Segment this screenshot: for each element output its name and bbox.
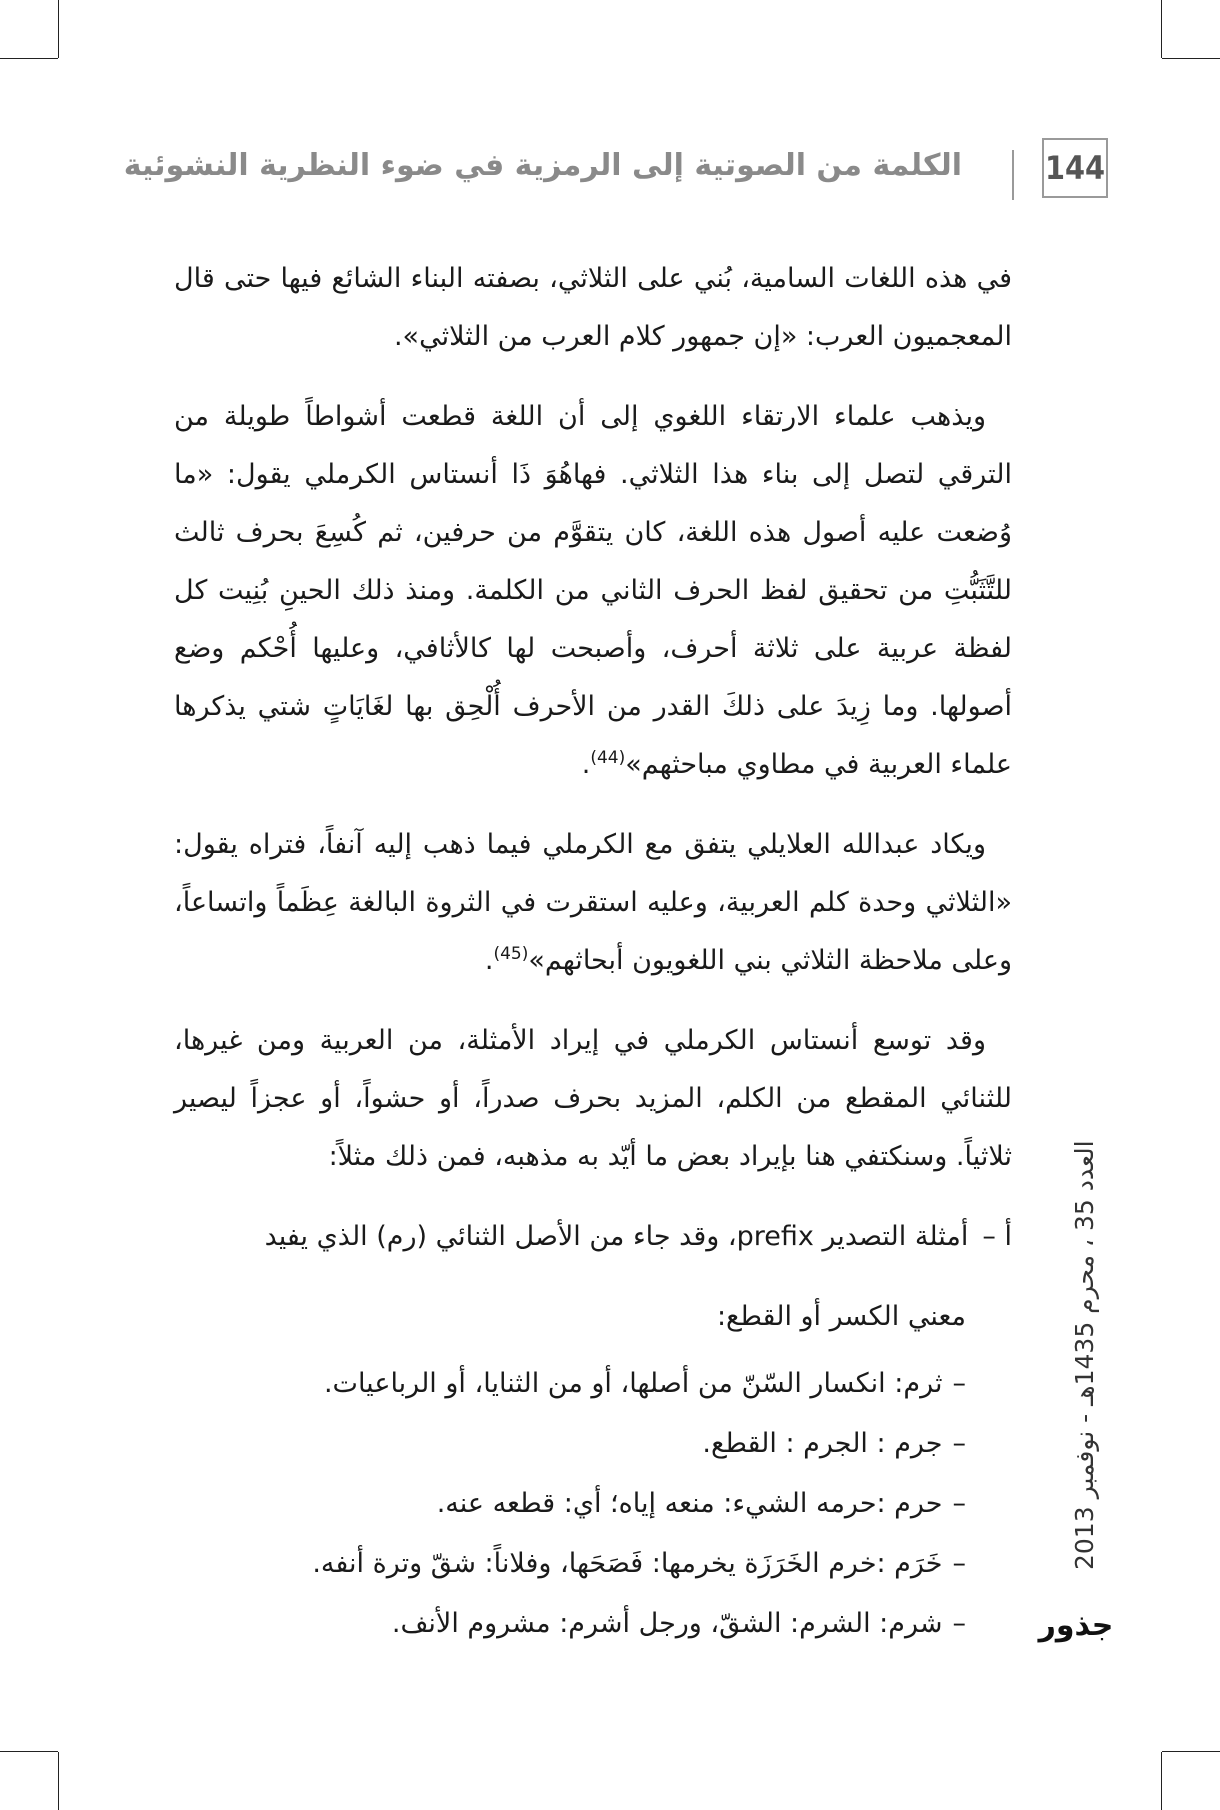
paragraph-2: ويذهب علماء الارتقاء اللغوي إلى أن اللغة قطعت أشواطاً طويلة من الترقي لتصل إلى بناء هذا الثلاثي. فهاهُوَ ذَا أنستاس الكرملي يقول: «ما وُضعت عليه أصول هذه اللغة، كان يتقوَّم من حرفين، ثم كُسِعَ بحرف ثالث للتَّثَبُّتِ من تحقيق لفظ الحرف الثاني من الكلمة. ومنذ ذلك الحينِ بُنِيت كل لفظة عربية على ثلاثة أحرف، وأصبحت لها كالأثافي، وعليها أُحْكم وضع أصولها. وما زِيدَ على ذلكَ القدر من الأحرف أُلْحِق بها لغَايَاتٍ شتي يذكرها علماء العربية في مطاوي مباحثهم»$^{(44)}$. xyxy=(174,401,1012,780)
running-title: الكلمة من الصوتية إلى الرمزية في ضوء النظرية النشوئية xyxy=(123,148,962,183)
footnote-ref-45: (45) xyxy=(493,944,529,964)
crop-mark-top-right-h xyxy=(1162,58,1220,59)
list-item xyxy=(174,1354,966,1414)
list-item xyxy=(174,1414,966,1474)
header-divider xyxy=(1012,150,1014,200)
list-item xyxy=(174,1534,966,1594)
crop-mark-bottom-right xyxy=(1161,1752,1162,1810)
dash-marker: – xyxy=(952,1368,966,1399)
list-item-text: جرم : الجرم : القطع. xyxy=(702,1428,943,1459)
paragraph-2-text: ويذهب علماء الارتقاء اللغوي إلى أن اللغة قطعت أشواطاً طويلة من الترقي لتصل إلى بناء هذا الثلاثي. فهاهُوَ ذَا أنستاس الكرملي يقول: «ما وُضعت عليه أصول هذه اللغة، كان يتقوَّم من حرفين، ثم كُسِعَ بحرف ثالث للتَّثَبُّتِ من تحقيق لفظ الحرف الثاني من الكلمة. ومنذ ذلك الحينِ بُنِيت كل لفظة عربية على ثلاثة أحرف، وأصبحت لها كالأثافي، وعليها أُحْكم وضع أصولها. وما زِيدَ على ذلكَ القدر من الأحرف أُلْحِق بها لغَايَاتٍ شتي يذكرها علماء العربية في مطاوي مباحثهم» xyxy=(174,401,1012,780)
dash-marker: – xyxy=(952,1428,966,1459)
list-item-text: حرم :حرمه الشيء: منعه إياه؛ أي: قطعه عنه. xyxy=(436,1488,943,1519)
paragraph-3-text: ويكاد عبدالله العلايلي يتفق مع الكرملي فيما ذهب إليه آنفاً، فتراه يقول: «الثلاثي وحدة كلم العربية، وعليه استقرت في الثروة البالغة عِظَماً واتساعاً، وعلى ملاحظة الثلاثي بني اللغويون أبحاثهم» xyxy=(174,829,1012,976)
crop-mark-bottom-left-h xyxy=(0,1751,58,1752)
footnote-ref-44: (44) xyxy=(590,748,626,768)
list-item xyxy=(174,1474,966,1534)
journal-logo: جذور xyxy=(1038,1608,1114,1643)
list-marker: أ – xyxy=(982,1221,1012,1252)
dash-marker: – xyxy=(952,1488,966,1519)
crop-mark-top-right xyxy=(1161,0,1162,58)
crop-mark-top-left-h xyxy=(0,58,58,59)
paragraph-4: وقد توسع أنستاس الكرملي في إيراد الأمثلة، من العربية ومن غيرها، للثنائي المقطع من الكلم، المزيد بحرف صدراً، أو حشواً، أو عجزاً ليصير ثلاثياً. وسنكتفي هنا بإيراد بعض ما أيّد به مذهبه، فمن ذلك مثلاً: xyxy=(174,1025,1012,1172)
list-heading-continuation: معني الكسر أو القطع: xyxy=(716,1301,966,1332)
examples-list xyxy=(174,1354,1012,1654)
crop-mark-bottom-right-h xyxy=(1162,1751,1220,1752)
list-heading-text: أمثلة التصدير prefix، وقد جاء من الأصل الثنائي (رم) الذي يفيد xyxy=(264,1221,969,1252)
issue-info: العدد 35 ، محرم 1435هـ - نوفمبر 2013 xyxy=(1070,1140,1099,1570)
list-item-text: ثرم: انكسار السّنّ من أصلها، أو من الثنايا، أو الرباعيات. xyxy=(323,1368,943,1399)
list-item xyxy=(174,1594,966,1654)
crop-mark-top-left xyxy=(58,0,59,58)
list-heading xyxy=(174,1208,1012,1266)
paragraph-1: في هذه اللغات السامية، بُني على الثلاثي، بصفته البناء الشائع فيها حتى قال المعجميون العرب: «إن جمهور كلام العرب من الثلاثي». xyxy=(174,263,1012,352)
paragraph-3: ويكاد عبدالله العلايلي يتفق مع الكرملي فيما ذهب إليه آنفاً، فتراه يقول: «الثلاثي وحدة كلم العربية، وعليه استقرت في الثروة البالغة عِظَماً واتساعاً، وعلى ملاحظة الثلاثي بني اللغويون أبحاثهم»$^{(45)}$. xyxy=(174,829,1012,976)
page-body xyxy=(174,250,1012,1654)
list-item-text: شرم: الشرم: الشقّ، ورجل أشرم: مشروم الأنف. xyxy=(391,1608,943,1639)
dash-marker: – xyxy=(952,1548,966,1579)
page-number: 144 xyxy=(1042,138,1108,198)
crop-mark-bottom-left xyxy=(58,1752,59,1810)
dash-marker: – xyxy=(952,1608,966,1639)
list-item-text: خَرَم :خرم الخَرَزَة يخرمها: فَصَحَها، وفلاناً: شقّ وترة أنفه. xyxy=(312,1548,943,1579)
